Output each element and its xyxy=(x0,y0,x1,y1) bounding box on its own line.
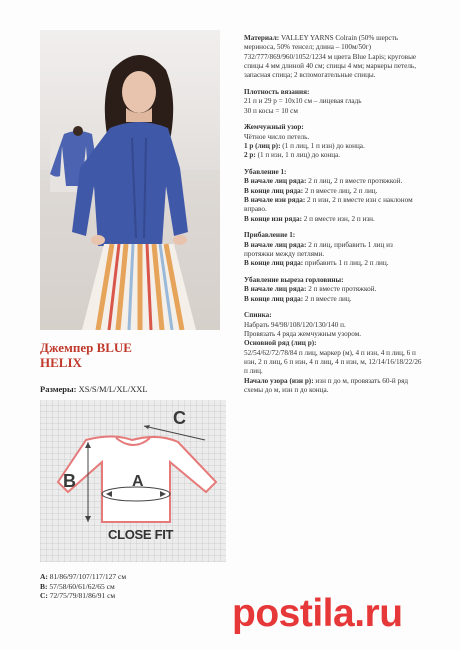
measure-a xyxy=(40,572,126,582)
pearl-section xyxy=(244,123,424,160)
material-label: Материал: xyxy=(244,34,280,42)
pearl-label: Жемчужный узор: xyxy=(244,123,304,132)
neck-a-text: 2 п вместе протяжкой. xyxy=(306,285,377,294)
watermark-tld: .ru xyxy=(354,592,403,635)
measure-b xyxy=(40,582,126,592)
density-line-2: 30 п косы = 10 см xyxy=(244,106,298,115)
increase-a-label: В начале лиц ряда: xyxy=(244,240,307,249)
title-line-1: Джемпер BLUE xyxy=(40,340,132,355)
pearl-line-1: Чётное число петель. xyxy=(244,132,310,141)
pearl-row-1-text: (1 п лиц, 1 п изн) до конца. xyxy=(280,141,365,150)
decrease-d-label: В конце изн ряда: xyxy=(244,214,302,223)
back-label: Спинка: xyxy=(244,311,272,320)
back-text-2: Провязать 4 ряда жемчужным узором. xyxy=(244,330,362,339)
watermark-brand: postila xyxy=(232,592,355,635)
decrease-c-text: 2 п изн, 2 п вместе изн с наклоном вправо. xyxy=(244,195,413,214)
pearl-row-2-text: (1 п изн, 1 п лиц) до конца. xyxy=(255,151,341,160)
back-section xyxy=(244,311,424,395)
sizes-value: XS/S/M/L/XL/XXL xyxy=(76,384,148,394)
density-line-1: 21 п и 29 р = 10х10 см – лицевая гладь xyxy=(244,97,362,106)
decrease-c-label: В начале изн ряда: xyxy=(244,195,306,204)
measure-key: B: xyxy=(40,581,48,591)
size-schematic xyxy=(40,400,226,562)
measure-value: 81/86/97/107/117/127 см xyxy=(47,572,127,581)
increase-a-text: 2 п лиц, прибавить 1 лиц из протяжки между петлями. xyxy=(244,240,393,258)
measure-value: 57/58/60/61/62/65 см xyxy=(47,581,115,591)
instructions-column xyxy=(244,34,424,403)
measurements xyxy=(40,572,126,601)
decrease-b-label: В конце лиц ряда: xyxy=(244,186,304,195)
measure-c xyxy=(40,591,126,601)
postila-watermark xyxy=(232,594,403,634)
pattern-title xyxy=(40,340,230,370)
fit-label: CLOSE FIT xyxy=(108,527,174,542)
back-main-label: Основной ряд (лиц р): xyxy=(244,339,317,348)
pearl-row-1-label: 1 р (лиц р): xyxy=(244,141,281,150)
neck-a-label: В начале лиц ряда: xyxy=(244,285,307,294)
decrease-section xyxy=(244,168,424,224)
measure-value: 72/75/79/81/86/91 см xyxy=(47,591,116,600)
decrease-label: Убавление 1: xyxy=(244,168,287,177)
sizes-line xyxy=(40,384,148,394)
title-line-2: HELIX xyxy=(40,355,82,370)
sizes-label: Размеры: xyxy=(40,384,77,394)
back-main-text: 52/54/62/72/78/84 п лиц, маркер (м), 4 п изн, 4 п лиц, 6 п изн, 2 п лиц, 6 п изн, 4 п лиц, 4 п изн, м, 12/14/16/18/22/26 п лиц. xyxy=(244,348,422,376)
density-section xyxy=(244,88,424,116)
back-text-1: Набрать 94/98/108/120/130/140 п. xyxy=(244,320,346,329)
increase-section xyxy=(244,231,424,268)
schematic-label-a: A xyxy=(132,473,144,490)
increase-b-label: В конце лиц ряда: xyxy=(244,259,304,268)
model-photo xyxy=(40,30,220,330)
density-label: Плотность вязания: xyxy=(244,87,310,96)
measure-key: A: xyxy=(40,572,48,581)
schematic-label-b: B xyxy=(63,471,76,491)
neck-label: Убавление выреза горловины: xyxy=(244,276,344,285)
decrease-a-text: 2 п лиц, 2 п вместе протяжкой. xyxy=(306,177,403,186)
back-start-text: изн п до м, провязать 60-й ряд схемы до м, изн п до конца. xyxy=(244,376,409,394)
neck-b-text: 2 п вместе лиц. xyxy=(303,294,352,303)
back-start-label: Начало узора (изн р): xyxy=(244,376,314,385)
increase-b-text: прибавить 1 п лиц, 2 п лиц. xyxy=(303,259,389,268)
model-photo-illustration xyxy=(40,30,220,330)
schematic-label-c: C xyxy=(173,408,186,428)
material-text: VALLEY YARNS Colrain (50% шерсть мериноса, 50% тенсел; длина – 100м/50г) 732/777/869/960/1052/1234 м цвета Blue Lapis; круговые спицы 4 мм длиной 40 см; спицы 4 мм; маркеры петель, запасная спица; 2 вспомогательные спицы. xyxy=(244,34,417,80)
material-section xyxy=(244,34,424,80)
decrease-b-text: 2 п вместе лиц, 2 п лиц. xyxy=(303,186,378,195)
neck-section xyxy=(244,276,424,304)
neck-b-label: В конце лиц ряда: xyxy=(244,294,304,303)
decrease-a-label: В начале лиц ряда: xyxy=(244,177,307,186)
pearl-row-2-label: 2 р: xyxy=(244,151,256,160)
decrease-d-text: 2 п вместе изн, 2 п изн. xyxy=(301,214,375,223)
increase-label: Прибавление 1: xyxy=(244,231,296,240)
measure-key: C: xyxy=(40,591,48,600)
